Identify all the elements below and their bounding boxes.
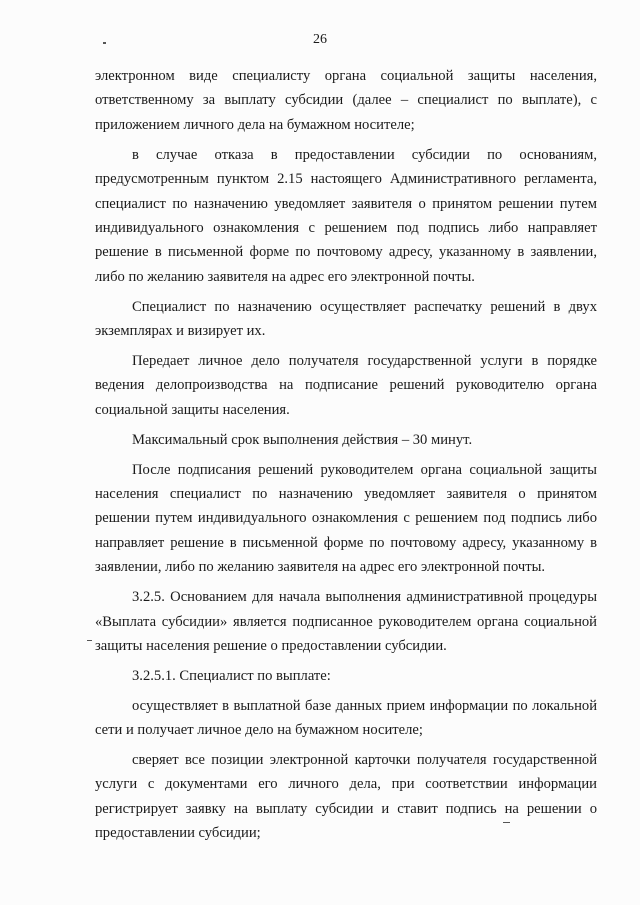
scan-mark (87, 640, 92, 641)
paragraph-section-3-2-5-1: 3.2.5.1. Специалист по выплате: (132, 667, 331, 684)
paragraph-transfer-file: Передает личное дело получателя государственной услуги в порядке ведения делопроизводства на подписание решений руководителю органа социальной защиты населения. (95, 352, 597, 418)
paragraph-printing-decisions: Специалист по назначению осуществляет распечатку решений в двух экземплярах и визирует их. (95, 298, 597, 340)
scan-mark (503, 822, 510, 823)
paragraph-after-signing: После подписания решений руководителем органа социальной защиты населения специалист по назначению уведомляет заявителя о принятом решении путем индивидуального ознакомления с решением под подпись либо направляет решение в письменной форме по почтовому адресу, указанному в заявлении, либо по желанию заявителя на адрес его электронной почты. (95, 461, 597, 576)
page-number: 26 (313, 32, 327, 47)
paragraph-section-3-2-5: 3.2.5. Основанием для начала выполнения административной процедуры «Выплата субсидии» является подписанное руководителем органа социальной защиты населения решение о предоставлении субсидии. (95, 589, 597, 654)
paragraph-verifies-positions: сверяет все позиции электронной карточки получателя государственной услуги с документами его личного дела, при соответствии информации регистрирует заявку на выплату субсидии и ставит подпись на решении о предоставлении субсидии; (95, 752, 597, 842)
scan-mark (103, 42, 106, 44)
paragraph-max-time: Максимальный срок выполнения действия – 30 минут. (132, 431, 473, 448)
paragraph-refusal-case: в случае отказа в предоставлении субсидии по основаниям, предусмотренным пунктом 2.15 настоящего Административного регламента, специалист по назначению уведомляет заявителя о принятом решении путем индивидуального ознакомления с решением под подпись либо направляет решение в письменной форме по почтовому адресу, указанному в заявлении, либо по желанию заявителя на адрес его электронной почты. (95, 146, 597, 285)
document-body (95, 64, 597, 851)
paragraph-continuation: электронном виде специалисту органа социальной защиты населения, ответственному за выплату субсидии (далее – специалист по выплате), с приложением личного дела на бумажном носителе; (95, 68, 597, 133)
paragraph-receives-information: осуществляет в выплатной базе данных прием информации по локальной сети и получает личное дело на бумажном носителе; (95, 697, 597, 739)
